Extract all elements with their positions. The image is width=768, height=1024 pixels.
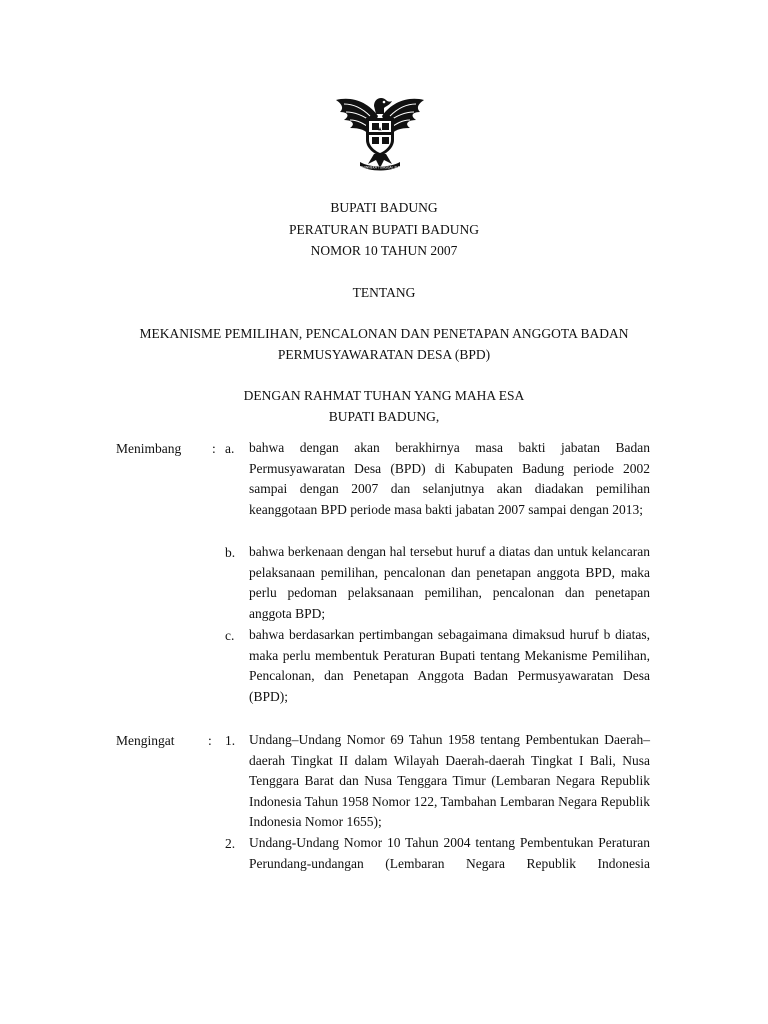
subject-line-1: MEKANISME PEMILIHAN, PENCALONAN DAN PENETAPAN ANGGOTA BADAN — [139, 326, 629, 341]
regulation-title: PERATURAN BUPATI BADUNG — [288, 222, 480, 237]
menimbang-label: Menimbang — [116, 441, 182, 456]
mengingat-colon: : — [208, 733, 212, 748]
menimbang-item-a: bahwa dengan akan berakhirnya masa bakti jabatan Badan Permusyawaratan Desa (BPD) di Kabupaten Badung periode 2002 sampai dengan 2007 dan selanjutnya akan diadakan pemilihan keanggotaan BPD periode masa bakti jabatan 2007 sampai dengan 2013; — [249, 440, 650, 517]
menimbang-item-c: bahwa berdasarkan pertimbangan sebagaimana dimaksud huruf b diatas, maka perlu membentuk Peraturan Bupati tentang Mekanisme Pemilihan, Pencalonan, dan Penetapan Anggota Badan Permusyawaratan Desa (BPD); — [249, 627, 650, 704]
mengingat-item-1: Undang–Undang Nomor 69 Tahun 1958 tentang Pembentukan Daerah–daerah Tingkat II dalam Wilayah Daerah-daerah Tingkat I Bali, Nusa Tenggara Barat dan Nusa Tenggara Timur (Lembaran Negara Republik Indonesia Tahun 1958 Nomor 122, Tambahan Lembaran Negara Republik Indonesia Nomor 1655); — [249, 732, 650, 830]
menimbang-marker-a: a. — [225, 441, 235, 456]
emblem-motto: BHINNEKA TUNGGAL IKA — [360, 165, 400, 170]
menimbang-marker-b: b. — [225, 545, 236, 560]
issuer-title: BUPATI BADUNG — [330, 200, 438, 215]
mengingat-marker-2: 2. — [225, 836, 236, 851]
mengingat-label: Mengingat — [116, 733, 175, 748]
bupati-line: BUPATI BADUNG, — [328, 409, 440, 424]
regulation-number: NOMOR 10 TAHUN 2007 — [310, 243, 458, 258]
subject-line-2: PERMUSYAWARATAN DESA (BPD) — [277, 347, 491, 362]
garuda-emblem — [330, 88, 430, 172]
menimbang-colon: : — [212, 441, 216, 456]
menimbang-marker-c: c. — [225, 628, 235, 643]
menimbang-item-b: bahwa berkenaan dengan hal tersebut huruf a diatas dan untuk kelancaran pelaksanaan pemilihan, pencalonan dan penetapan anggota BPD, maka perlu pedoman pelaksanaan pemilihan, pencalonan dan penetapan anggota BPD; — [249, 544, 650, 621]
mengingat-marker-1: 1. — [225, 733, 236, 748]
tentang-heading: TENTANG — [352, 285, 416, 300]
garuda-icon — [330, 88, 430, 172]
mengingat-item-2: Undang-Undang Nomor 10 Tahun 2004 tentang Pembentukan Peraturan Perundang-undangan (Lembaran Negara Republik Indonesia — [249, 835, 650, 871]
rahmat-line: DENGAN RAHMAT TUHAN YANG MAHA ESA — [243, 388, 525, 403]
